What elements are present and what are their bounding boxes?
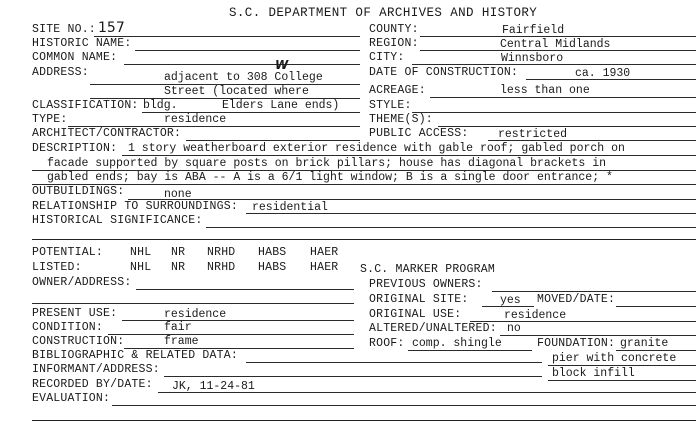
acreage-line — [430, 97, 696, 98]
potential-haer: HAER — [310, 246, 339, 259]
agency-header: S.C. DEPARTMENT OF ARCHIVES AND HISTORY — [229, 6, 538, 20]
section-divider-1 — [32, 239, 696, 240]
county-line — [420, 36, 696, 37]
description-rule-1 — [122, 155, 696, 156]
public-access-line — [488, 140, 696, 141]
type-value: residence — [164, 113, 227, 126]
description-line-2: facade supported by square posts on brick pillars; house has diagonal brackets in — [47, 157, 606, 170]
relationship-line — [246, 213, 696, 214]
listed-haer: HAER — [310, 261, 339, 274]
classification-label: CLASSIFICATION: — [32, 99, 139, 112]
listed-habs: HABS — [258, 261, 287, 274]
original-site-line — [482, 306, 534, 307]
description-rule-3 — [32, 184, 696, 185]
potential-nr: NR — [171, 246, 186, 259]
city-label: CITY: — [369, 51, 405, 64]
relationship-label: RELATIONSHIP TO SURROUNDINGS: — [32, 200, 238, 213]
original-site-value: yes — [500, 294, 521, 307]
original-use-label: ORIGINAL USE: — [369, 308, 462, 321]
owner-address-line — [136, 289, 354, 290]
construction-label: CONSTRUCTION: — [32, 335, 125, 348]
date-construction-value: ca. 1930 — [575, 67, 631, 80]
original-use-value: residence — [504, 309, 567, 322]
type-label: TYPE: — [32, 113, 68, 126]
bibliographic-label: BIBLIOGRAPHIC & RELATED DATA: — [32, 349, 238, 362]
present-use-line — [122, 320, 354, 321]
listed-nr: NR — [171, 261, 186, 274]
foundation-line-3 — [548, 380, 696, 381]
county-value: Fairfield — [502, 24, 565, 37]
style-line — [412, 112, 696, 113]
condition-label: CONDITION: — [32, 321, 104, 334]
owner-address-label: OWNER/ADDRESS: — [32, 276, 132, 289]
city-line — [412, 64, 696, 65]
informant-label: INFORMANT/ADDRESS: — [32, 363, 160, 376]
construction-value: frame — [164, 335, 199, 348]
present-use-label: PRESENT USE: — [32, 307, 118, 320]
architect-line — [186, 140, 360, 141]
condition-value: fair — [164, 321, 192, 334]
historical-significance-label: HISTORICAL SIGNIFICANCE: — [32, 214, 203, 227]
potential-habs: HABS — [258, 246, 287, 259]
style-label: STYLE: — [369, 99, 412, 112]
listed-nhl: NHL — [130, 261, 152, 274]
potential-nhl: NHL — [130, 246, 152, 259]
potential-nrhd: NRHD — [207, 246, 236, 259]
original-site-label: ORIGINAL SITE: — [369, 293, 469, 306]
classification-value: bldg. — [143, 99, 178, 112]
evaluation-label: EVALUATION: — [32, 392, 111, 405]
site-no-line — [94, 36, 360, 37]
date-construction-label: DATE OF CONSTRUCTION: — [369, 66, 519, 79]
recorded-by-line — [158, 392, 696, 393]
owner-address-line-2 — [32, 303, 354, 304]
theme-label: THEME(S): — [369, 113, 433, 126]
outbuildings-value: none — [164, 188, 192, 201]
roof-line — [408, 350, 532, 351]
recorded-by-value: JK, 11-24-81 — [172, 380, 255, 393]
recorded-by-label: RECORDED BY/DATE: — [32, 378, 153, 391]
evaluation-line — [112, 405, 696, 406]
altered-label: ALTERED/UNALTERED: — [369, 322, 497, 335]
original-use-line — [470, 321, 696, 322]
altered-value: no — [507, 322, 521, 335]
historical-significance-line — [206, 227, 696, 228]
condition-line — [108, 334, 354, 335]
description-line-1: 1 story weatherboard exterior residence with gable roof; gabled porch on — [128, 142, 625, 155]
relationship-value: residential — [252, 201, 328, 214]
roof-label: ROOF: — [369, 337, 405, 350]
address-handwritten-mark: W — [275, 58, 289, 72]
foundation-line-2 — [548, 365, 696, 366]
historic-name-label: HISTORIC NAME: — [32, 37, 132, 50]
informant-line — [164, 376, 542, 377]
county-label: COUNTY: — [369, 23, 419, 36]
present-use-value: residence — [164, 308, 227, 321]
outbuildings-label: OUTBUILDINGS: — [32, 185, 125, 198]
common-name-line — [124, 64, 360, 65]
site-no-value: 157 — [98, 20, 125, 36]
date-construction-line — [526, 79, 696, 80]
site-no-label: SITE NO.: — [32, 23, 96, 36]
listed-nrhd: NRHD — [207, 261, 236, 274]
foundation-line-1 — [616, 350, 696, 351]
common-name-label: COMMON NAME: — [32, 51, 118, 64]
historic-name-line — [135, 50, 360, 51]
city-value: Winnsboro — [501, 52, 564, 65]
foundation-label: FOUNDATION: — [537, 337, 616, 350]
foundation-value-1: granite — [620, 337, 669, 350]
acreage-label: ACREAGE: — [369, 84, 426, 97]
address-line1: adjacent to 308 College — [164, 71, 323, 84]
description-label: DESCRIPTION: — [32, 142, 118, 155]
region-value: Central Midlands — [500, 38, 611, 51]
bibliographic-line — [246, 362, 542, 363]
roof-value: comp. shingle — [412, 337, 502, 350]
foundation-value-2: pier with concrete — [552, 352, 677, 365]
theme-line — [438, 126, 696, 127]
region-label: REGION: — [369, 37, 419, 50]
listed-label: LISTED: — [32, 261, 82, 274]
acreage-value: less than one — [500, 84, 590, 97]
classification-cont: Elders Lane ends) — [222, 99, 340, 112]
moved-date-line — [616, 306, 696, 307]
address-line2: Street (located where — [164, 85, 309, 98]
description-line-3: gabled ends; bay is ABA -- A is a 6/1 light window; B is a single door entrance; * — [47, 171, 613, 184]
evaluation-line-2 — [32, 420, 696, 421]
potential-label: POTENTIAL: — [32, 246, 104, 259]
previous-owners-label: PREVIOUS OWNERS: — [369, 278, 483, 291]
foundation-value-3: block infill — [552, 367, 635, 380]
public-access-label: PUBLIC ACCESS: — [369, 127, 469, 140]
architect-label: ARCHITECT/CONTRACTOR: — [32, 127, 182, 140]
public-access-value: restricted — [498, 128, 568, 141]
moved-date-label: MOVED/DATE: — [537, 293, 616, 306]
region-line — [420, 50, 696, 51]
altered-line — [500, 335, 696, 336]
marker-program-label: S.C. MARKER PROGRAM — [360, 263, 495, 276]
address-label: ADDRESS: — [32, 66, 89, 79]
previous-owners-line — [492, 291, 696, 292]
